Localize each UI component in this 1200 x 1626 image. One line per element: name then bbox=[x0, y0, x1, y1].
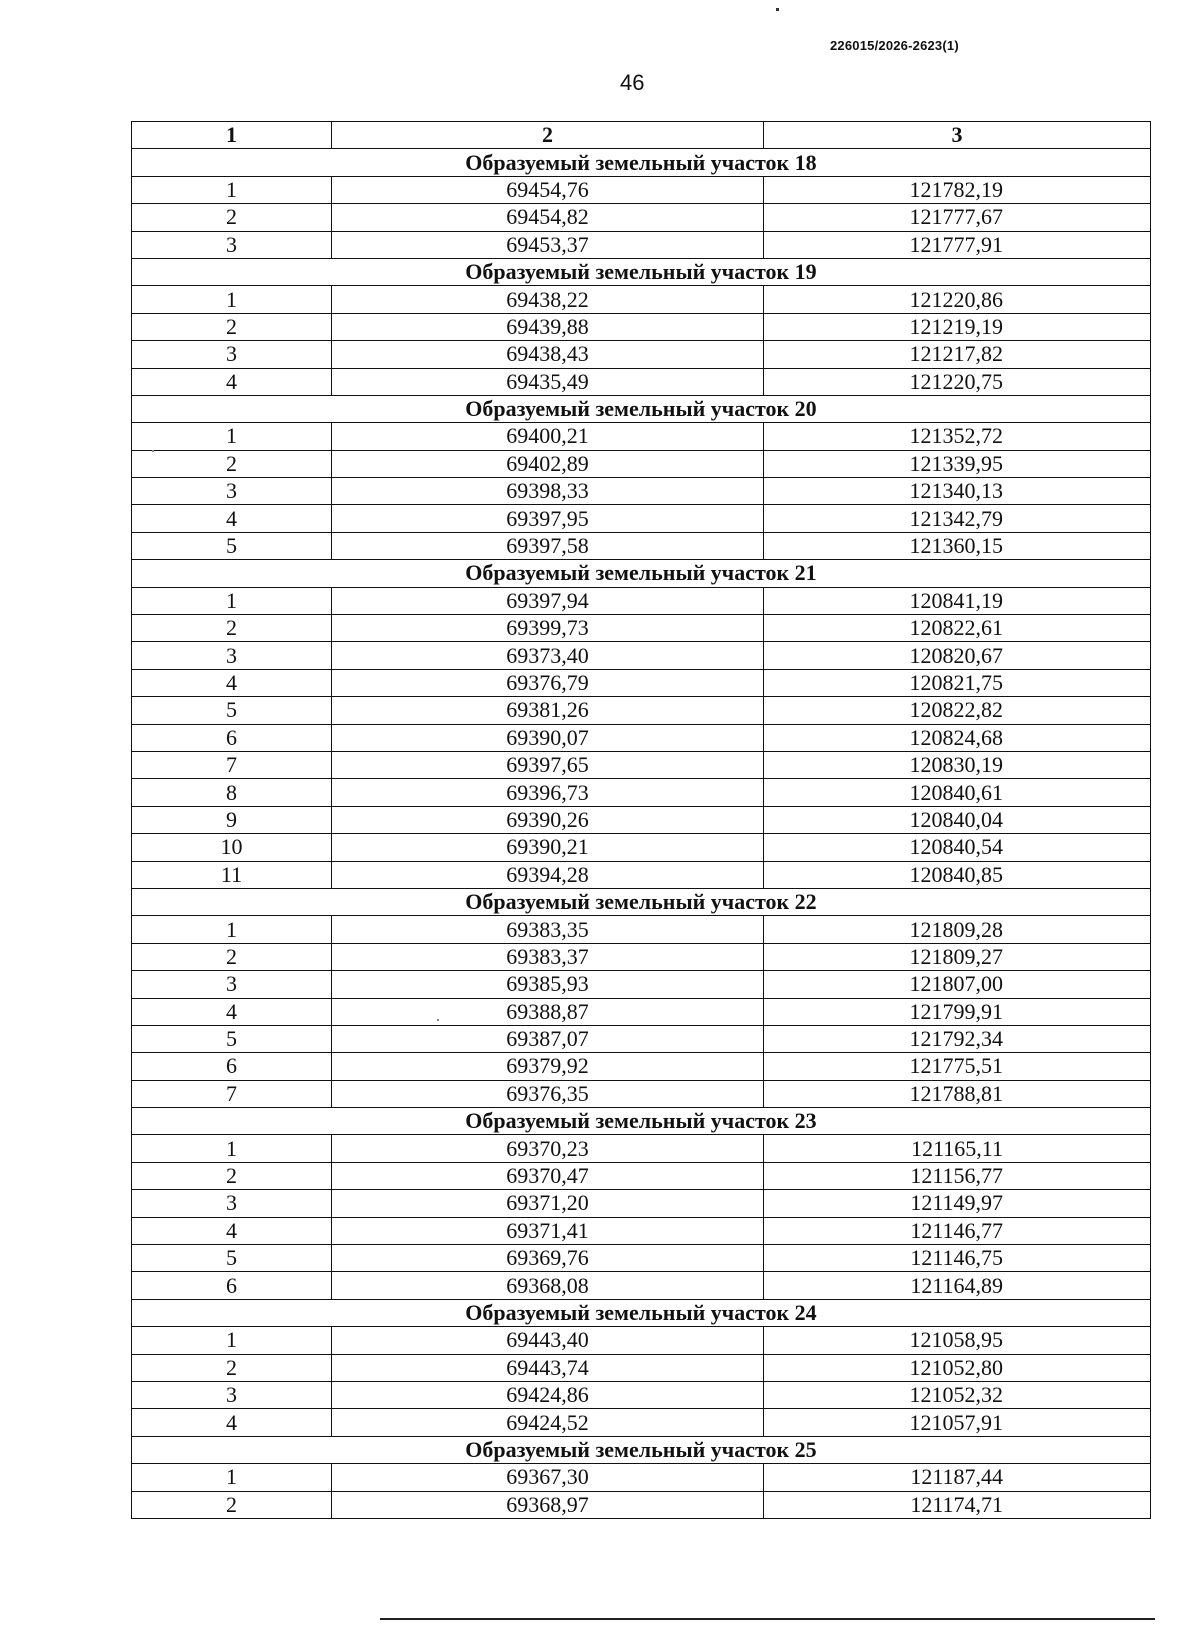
table-row bbox=[132, 204, 1151, 231]
x-coordinate-cell: 69371,20 bbox=[332, 1190, 764, 1217]
y-coordinate-cell: 121807,00 bbox=[764, 971, 1151, 998]
table-row bbox=[132, 1272, 1151, 1299]
table-row bbox=[132, 779, 1151, 806]
section-row bbox=[132, 1108, 1151, 1135]
y-coordinate-cell: 121146,77 bbox=[764, 1217, 1151, 1244]
point-number-cell: 9 bbox=[132, 806, 332, 833]
point-number-cell: 7 bbox=[132, 751, 332, 778]
point-number-cell: 2 bbox=[132, 450, 332, 477]
y-coordinate-cell: 121149,97 bbox=[764, 1190, 1151, 1217]
x-coordinate-cell: 69397,58 bbox=[332, 532, 764, 559]
y-coordinate-cell: 121339,95 bbox=[764, 450, 1151, 477]
table-row bbox=[132, 176, 1151, 203]
point-number-cell: 1 bbox=[132, 423, 332, 450]
y-coordinate-cell: 121165,11 bbox=[764, 1135, 1151, 1162]
x-coordinate-cell: 69370,23 bbox=[332, 1135, 764, 1162]
y-coordinate-cell: 121219,19 bbox=[764, 313, 1151, 340]
x-coordinate-cell: 69385,93 bbox=[332, 971, 764, 998]
table-row bbox=[132, 587, 1151, 614]
x-coordinate-cell: 69424,86 bbox=[332, 1381, 764, 1408]
section-row bbox=[132, 1436, 1151, 1463]
y-coordinate-cell: 120820,67 bbox=[764, 642, 1151, 669]
x-coordinate-cell: 69383,35 bbox=[332, 916, 764, 943]
point-number-cell: 11 bbox=[132, 861, 332, 888]
point-number-cell: 2 bbox=[132, 1491, 332, 1518]
y-coordinate-cell: 121788,81 bbox=[764, 1080, 1151, 1107]
point-number-cell: 1 bbox=[132, 1135, 332, 1162]
table-row bbox=[132, 943, 1151, 970]
y-coordinate-cell: 120822,61 bbox=[764, 615, 1151, 642]
table-row bbox=[132, 642, 1151, 669]
x-coordinate-cell: 69454,82 bbox=[332, 204, 764, 231]
point-number-cell: 1 bbox=[132, 916, 332, 943]
x-coordinate-cell: 69388,87 bbox=[332, 998, 764, 1025]
section-row bbox=[132, 149, 1151, 176]
point-number-cell: 3 bbox=[132, 341, 332, 368]
y-coordinate-cell: 121360,15 bbox=[764, 532, 1151, 559]
section-row bbox=[132, 888, 1151, 915]
point-number-cell: 4 bbox=[132, 1217, 332, 1244]
x-coordinate-cell: 69398,33 bbox=[332, 478, 764, 505]
x-coordinate-cell: 69376,35 bbox=[332, 1080, 764, 1107]
coordinates-table bbox=[131, 121, 1151, 1519]
y-coordinate-cell: 121057,91 bbox=[764, 1409, 1151, 1436]
page-number: 46 bbox=[620, 70, 645, 95]
point-number-cell: 2 bbox=[132, 204, 332, 231]
scan-edge-line bbox=[380, 1618, 1155, 1620]
section-title: Образуемый земельный участок 21 bbox=[132, 560, 1151, 587]
point-number-cell: 1 bbox=[132, 587, 332, 614]
table-row bbox=[132, 971, 1151, 998]
table-row bbox=[132, 724, 1151, 751]
x-coordinate-cell: 69453,37 bbox=[332, 231, 764, 258]
column-header-1: 1 bbox=[132, 122, 332, 149]
table-row bbox=[132, 916, 1151, 943]
point-number-cell: 10 bbox=[132, 834, 332, 861]
table-row bbox=[132, 368, 1151, 395]
table-row bbox=[132, 834, 1151, 861]
section-row bbox=[132, 560, 1151, 587]
y-coordinate-cell: 120824,68 bbox=[764, 724, 1151, 751]
x-coordinate-cell: 69435,49 bbox=[332, 368, 764, 395]
table-row bbox=[132, 1354, 1151, 1381]
table-row bbox=[132, 1464, 1151, 1491]
x-coordinate-cell: 69396,73 bbox=[332, 779, 764, 806]
point-number-cell: 6 bbox=[132, 1053, 332, 1080]
table-row bbox=[132, 231, 1151, 258]
table-row bbox=[132, 1135, 1151, 1162]
point-number-cell: 4 bbox=[132, 669, 332, 696]
point-number-cell: 2 bbox=[132, 1162, 332, 1189]
table-row bbox=[132, 313, 1151, 340]
point-number-cell: 3 bbox=[132, 231, 332, 258]
section-row bbox=[132, 258, 1151, 285]
x-coordinate-cell: 69394,28 bbox=[332, 861, 764, 888]
table-row bbox=[132, 751, 1151, 778]
point-number-cell: 5 bbox=[132, 697, 332, 724]
x-coordinate-cell: 69402,89 bbox=[332, 450, 764, 477]
y-coordinate-cell: 121777,67 bbox=[764, 204, 1151, 231]
y-coordinate-cell: 121164,89 bbox=[764, 1272, 1151, 1299]
y-coordinate-cell: 120822,82 bbox=[764, 697, 1151, 724]
point-number-cell: 4 bbox=[132, 505, 332, 532]
table-row bbox=[132, 532, 1151, 559]
x-coordinate-cell: 69373,40 bbox=[332, 642, 764, 669]
point-number-cell: 3 bbox=[132, 971, 332, 998]
x-coordinate-cell: 69397,94 bbox=[332, 587, 764, 614]
document-id: 226015/2026-2623(1) bbox=[830, 38, 959, 53]
section-title: Образуемый земельный участок 25 bbox=[132, 1436, 1151, 1463]
point-number-cell: 4 bbox=[132, 998, 332, 1025]
point-number-cell: 3 bbox=[132, 1381, 332, 1408]
y-coordinate-cell: 120841,19 bbox=[764, 587, 1151, 614]
x-coordinate-cell: 69367,30 bbox=[332, 1464, 764, 1491]
point-number-cell: 3 bbox=[132, 1190, 332, 1217]
table-row bbox=[132, 286, 1151, 313]
x-coordinate-cell: 69438,43 bbox=[332, 341, 764, 368]
point-number-cell: 2 bbox=[132, 313, 332, 340]
section-title: Образуемый земельный участок 22 bbox=[132, 888, 1151, 915]
point-number-cell: 2 bbox=[132, 943, 332, 970]
y-coordinate-cell: 121782,19 bbox=[764, 176, 1151, 203]
section-title: Образуемый земельный участок 24 bbox=[132, 1299, 1151, 1326]
y-coordinate-cell: 121792,34 bbox=[764, 1025, 1151, 1052]
point-number-cell: 2 bbox=[132, 1354, 332, 1381]
table-row bbox=[132, 1053, 1151, 1080]
point-number-cell: 4 bbox=[132, 1409, 332, 1436]
x-coordinate-cell: 69443,40 bbox=[332, 1327, 764, 1354]
table-row bbox=[132, 1080, 1151, 1107]
x-coordinate-cell: 69371,41 bbox=[332, 1217, 764, 1244]
x-coordinate-cell: 69379,92 bbox=[332, 1053, 764, 1080]
table-row bbox=[132, 450, 1151, 477]
section-title: Образуемый земельный участок 20 bbox=[132, 395, 1151, 422]
scan-speck bbox=[776, 8, 779, 11]
section-row bbox=[132, 1299, 1151, 1326]
x-coordinate-cell: 69369,76 bbox=[332, 1245, 764, 1272]
table-row bbox=[132, 1327, 1151, 1354]
section-title: Образуемый земельный участок 23 bbox=[132, 1108, 1151, 1135]
y-coordinate-cell: 120830,19 bbox=[764, 751, 1151, 778]
table-row bbox=[132, 697, 1151, 724]
y-coordinate-cell: 121174,71 bbox=[764, 1491, 1151, 1518]
x-coordinate-cell: 69443,74 bbox=[332, 1354, 764, 1381]
y-coordinate-cell: 121217,82 bbox=[764, 341, 1151, 368]
y-coordinate-cell: 121052,32 bbox=[764, 1381, 1151, 1408]
y-coordinate-cell: 121220,75 bbox=[764, 368, 1151, 395]
table-row bbox=[132, 669, 1151, 696]
x-coordinate-cell: 69390,26 bbox=[332, 806, 764, 833]
y-coordinate-cell: 120840,85 bbox=[764, 861, 1151, 888]
table-row bbox=[132, 1245, 1151, 1272]
x-coordinate-cell: 69383,37 bbox=[332, 943, 764, 970]
point-number-cell: 3 bbox=[132, 478, 332, 505]
table-row bbox=[132, 505, 1151, 532]
point-number-cell: 1 bbox=[132, 286, 332, 313]
section-row bbox=[132, 395, 1151, 422]
point-number-cell: 5 bbox=[132, 1245, 332, 1272]
table-row bbox=[132, 1025, 1151, 1052]
y-coordinate-cell: 120840,04 bbox=[764, 806, 1151, 833]
table-row bbox=[132, 1162, 1151, 1189]
y-coordinate-cell: 120840,54 bbox=[764, 834, 1151, 861]
point-number-cell: 2 bbox=[132, 615, 332, 642]
table-row bbox=[132, 998, 1151, 1025]
table-row bbox=[132, 478, 1151, 505]
table-row bbox=[132, 1491, 1151, 1518]
table-row bbox=[132, 861, 1151, 888]
y-coordinate-cell: 121052,80 bbox=[764, 1354, 1151, 1381]
table-row bbox=[132, 806, 1151, 833]
x-coordinate-cell: 69390,07 bbox=[332, 724, 764, 751]
column-header-3: 3 bbox=[764, 122, 1151, 149]
x-coordinate-cell: 69368,97 bbox=[332, 1491, 764, 1518]
x-coordinate-cell: 69397,95 bbox=[332, 505, 764, 532]
point-number-cell: 5 bbox=[132, 532, 332, 559]
x-coordinate-cell: 69370,47 bbox=[332, 1162, 764, 1189]
x-coordinate-cell: 69399,73 bbox=[332, 615, 764, 642]
section-title: Образуемый земельный участок 19 bbox=[132, 258, 1151, 285]
y-coordinate-cell: 121156,77 bbox=[764, 1162, 1151, 1189]
point-number-cell: 6 bbox=[132, 724, 332, 751]
table-header bbox=[132, 122, 1151, 149]
scan-speck bbox=[152, 450, 154, 452]
x-coordinate-cell: 69438,22 bbox=[332, 286, 764, 313]
point-number-cell: 1 bbox=[132, 176, 332, 203]
section-title: Образуемый земельный участок 18 bbox=[132, 149, 1151, 176]
x-coordinate-cell: 69400,21 bbox=[332, 423, 764, 450]
header-row bbox=[132, 122, 1151, 149]
y-coordinate-cell: 120821,75 bbox=[764, 669, 1151, 696]
point-number-cell: 4 bbox=[132, 368, 332, 395]
y-coordinate-cell: 121340,13 bbox=[764, 478, 1151, 505]
scan-speck bbox=[437, 1019, 439, 1021]
y-coordinate-cell: 121058,95 bbox=[764, 1327, 1151, 1354]
x-coordinate-cell: 69454,76 bbox=[332, 176, 764, 203]
y-coordinate-cell: 121777,91 bbox=[764, 231, 1151, 258]
table-body bbox=[132, 149, 1151, 1519]
y-coordinate-cell: 121809,27 bbox=[764, 943, 1151, 970]
y-coordinate-cell: 120840,61 bbox=[764, 779, 1151, 806]
x-coordinate-cell: 69439,88 bbox=[332, 313, 764, 340]
table-row bbox=[132, 1409, 1151, 1436]
y-coordinate-cell: 121775,51 bbox=[764, 1053, 1151, 1080]
table-row bbox=[132, 1381, 1151, 1408]
point-number-cell: 8 bbox=[132, 779, 332, 806]
table-row bbox=[132, 1217, 1151, 1244]
x-coordinate-cell: 69376,79 bbox=[332, 669, 764, 696]
y-coordinate-cell: 121342,79 bbox=[764, 505, 1151, 532]
y-coordinate-cell: 121799,91 bbox=[764, 998, 1151, 1025]
point-number-cell: 1 bbox=[132, 1464, 332, 1491]
table-row bbox=[132, 1190, 1151, 1217]
point-number-cell: 1 bbox=[132, 1327, 332, 1354]
y-coordinate-cell: 121146,75 bbox=[764, 1245, 1151, 1272]
x-coordinate-cell: 69390,21 bbox=[332, 834, 764, 861]
point-number-cell: 5 bbox=[132, 1025, 332, 1052]
y-coordinate-cell: 121352,72 bbox=[764, 423, 1151, 450]
x-coordinate-cell: 69368,08 bbox=[332, 1272, 764, 1299]
y-coordinate-cell: 121187,44 bbox=[764, 1464, 1151, 1491]
column-header-2: 2 bbox=[332, 122, 764, 149]
point-number-cell: 3 bbox=[132, 642, 332, 669]
point-number-cell: 6 bbox=[132, 1272, 332, 1299]
y-coordinate-cell: 121220,86 bbox=[764, 286, 1151, 313]
y-coordinate-cell: 121809,28 bbox=[764, 916, 1151, 943]
x-coordinate-cell: 69424,52 bbox=[332, 1409, 764, 1436]
table-row bbox=[132, 615, 1151, 642]
table-row bbox=[132, 423, 1151, 450]
point-number-cell: 7 bbox=[132, 1080, 332, 1107]
x-coordinate-cell: 69387,07 bbox=[332, 1025, 764, 1052]
x-coordinate-cell: 69397,65 bbox=[332, 751, 764, 778]
x-coordinate-cell: 69381,26 bbox=[332, 697, 764, 724]
table-row bbox=[132, 341, 1151, 368]
